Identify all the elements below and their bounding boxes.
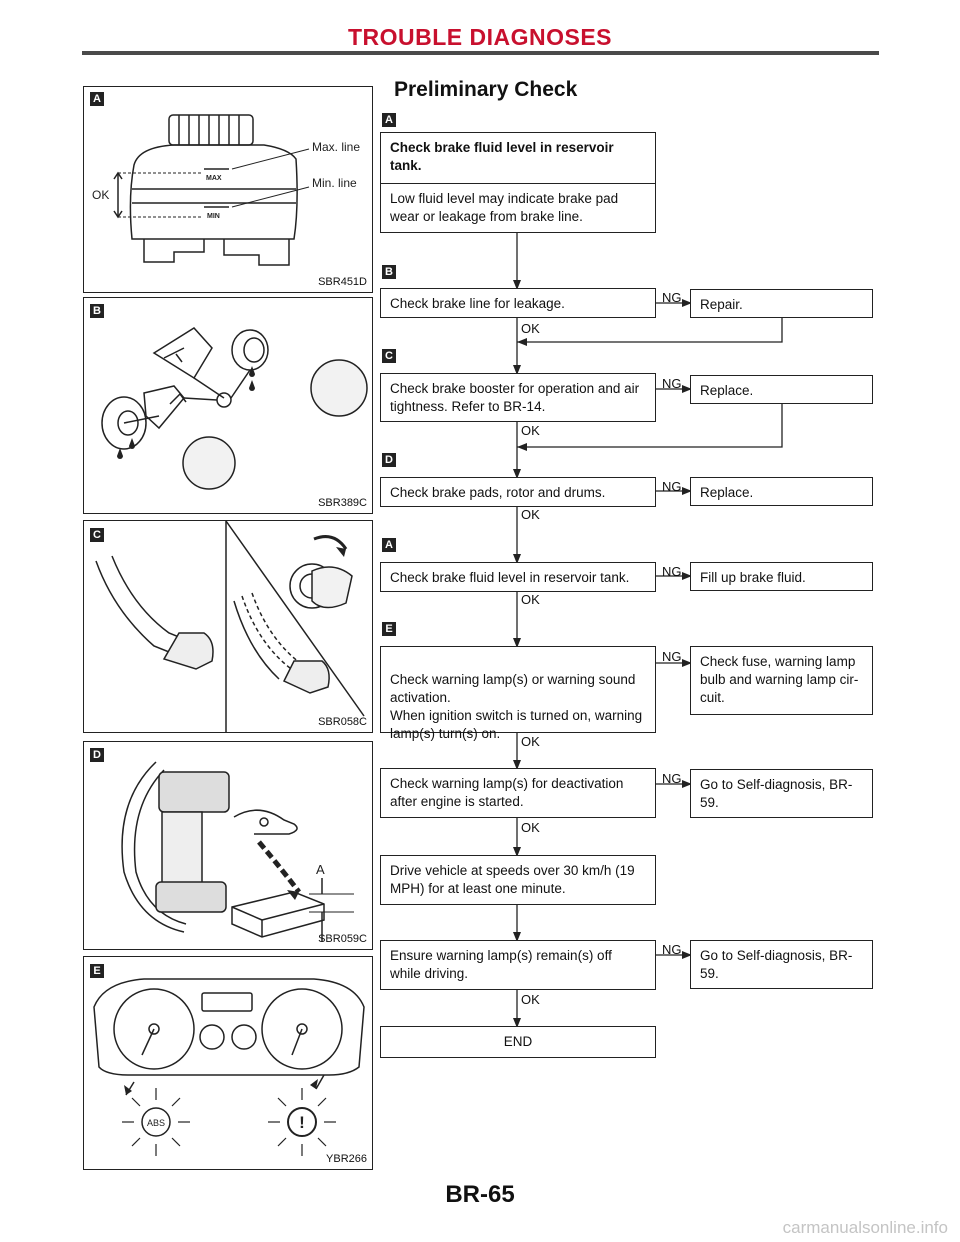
step-check-lamp-deactivation	[380, 768, 656, 818]
result-text: Fill up brake fluid.	[700, 570, 806, 585]
ok-range-label: OK	[92, 188, 110, 202]
result-self-diagnosis	[690, 769, 873, 818]
max-line-label: Max. line	[312, 140, 361, 154]
step-text: Drive vehicle at speeds over 30 km/h (19 MPH) for at least one minute.	[390, 863, 635, 896]
end-text: END	[503, 1034, 533, 1049]
page-number: BR-65	[445, 1181, 515, 1208]
dimension-a-label: A	[316, 862, 325, 877]
figure-badge-c: C	[90, 528, 104, 542]
result-fill-fluid	[690, 562, 873, 591]
step-check-warning-lamp-activation	[380, 646, 656, 741]
brake-lamp-label: !	[299, 1113, 305, 1132]
min-line-label: Min. line	[312, 176, 357, 190]
step-text: Check brake fluid level in reservoir tank.	[390, 570, 630, 585]
ok-label: OK	[521, 734, 540, 749]
ng-label: NG	[662, 649, 682, 664]
step-recheck-fluid-level	[380, 562, 656, 592]
ng-label: NG	[662, 771, 682, 786]
step-ensure-lamps-off	[380, 940, 656, 990]
page-header-title: TROUBLE DIAGNOSES	[347, 24, 613, 50]
step-drive-vehicle	[380, 855, 656, 905]
figure-badge-a: A	[90, 92, 104, 106]
result-text: Go to Self-diagnosis, BR-59.	[700, 777, 853, 810]
max-mark-label: MAX	[206, 175, 222, 182]
ng-label: NG	[662, 942, 682, 957]
step-note: Low fluid level may indicate brake pad wear or leakage from brake line.	[390, 191, 619, 224]
step-check-brake-line	[380, 288, 656, 318]
result-text: Check fuse, warning lamp bulb and warning lamp cir-cuit.	[700, 654, 859, 705]
step-note-low-fluid	[380, 183, 656, 233]
result-text: Replace.	[700, 383, 754, 398]
ng-label: NG	[662, 479, 682, 494]
step-text: Check brake line for leakage.	[390, 296, 565, 311]
step-title: Check brake fluid level in reservoir tank.	[390, 140, 614, 173]
step-badge-a2: A	[382, 538, 396, 552]
result-text: Go to Self-diagnosis, BR-59.	[700, 948, 853, 981]
step-text: Ensure warning lamp(s) remain(s) off while driving.	[390, 948, 612, 981]
abs-lamp-label: ABS	[146, 1118, 166, 1128]
result-text: Repair.	[700, 297, 743, 312]
figure-code: SBR451D	[318, 276, 367, 288]
figure-badge-b: B	[90, 304, 104, 318]
ng-label: NG	[662, 564, 682, 579]
step-text: Check brake pads, rotor and drums.	[390, 485, 606, 500]
section-title: Preliminary Check	[394, 78, 578, 101]
step-text: Check warning lamp(s) or warning sound activation. When ignition switch is turned on, warning lamp(s) turn(s) on.	[390, 672, 643, 741]
step-badge-c: C	[382, 349, 396, 363]
figure-code: SBR389C	[318, 497, 367, 509]
ok-label: OK	[521, 820, 540, 835]
step-badge-a: A	[382, 113, 396, 127]
step-check-brake-booster	[380, 373, 656, 422]
result-self-diagnosis-2	[690, 940, 873, 989]
ok-label: OK	[521, 992, 540, 1007]
watermark: carmanualsonline.info	[782, 1218, 948, 1237]
ok-label: OK	[521, 321, 540, 336]
ok-label: OK	[521, 592, 540, 607]
step-badge-e: E	[382, 622, 396, 636]
ng-label: NG	[662, 290, 682, 305]
step-badge-d: D	[382, 453, 396, 467]
result-replace-booster	[690, 375, 873, 404]
result-text: Replace.	[700, 485, 754, 500]
result-check-fuse	[690, 646, 873, 715]
figure-code: SBR059C	[318, 933, 367, 945]
step-check-pads-rotor	[380, 477, 656, 507]
result-repair	[690, 289, 873, 318]
figure-badge-e: E	[90, 964, 104, 978]
result-replace-pads	[690, 477, 873, 506]
step-check-fluid-level	[380, 132, 656, 184]
ok-label: OK	[521, 423, 540, 438]
min-mark-label: MIN	[207, 213, 220, 220]
ng-label: NG	[662, 376, 682, 391]
step-text: Check warning lamp(s) for deactivation after engine is started.	[390, 776, 624, 809]
figure-badge-d: D	[90, 748, 104, 762]
figure-code: SBR058C	[318, 716, 367, 728]
step-end	[380, 1026, 656, 1058]
figure-code: YBR266	[326, 1153, 367, 1165]
step-badge-b: B	[382, 265, 396, 279]
ok-label: OK	[521, 507, 540, 522]
step-text: Check brake booster for operation and air tightness. Refer to BR-14.	[390, 381, 640, 414]
